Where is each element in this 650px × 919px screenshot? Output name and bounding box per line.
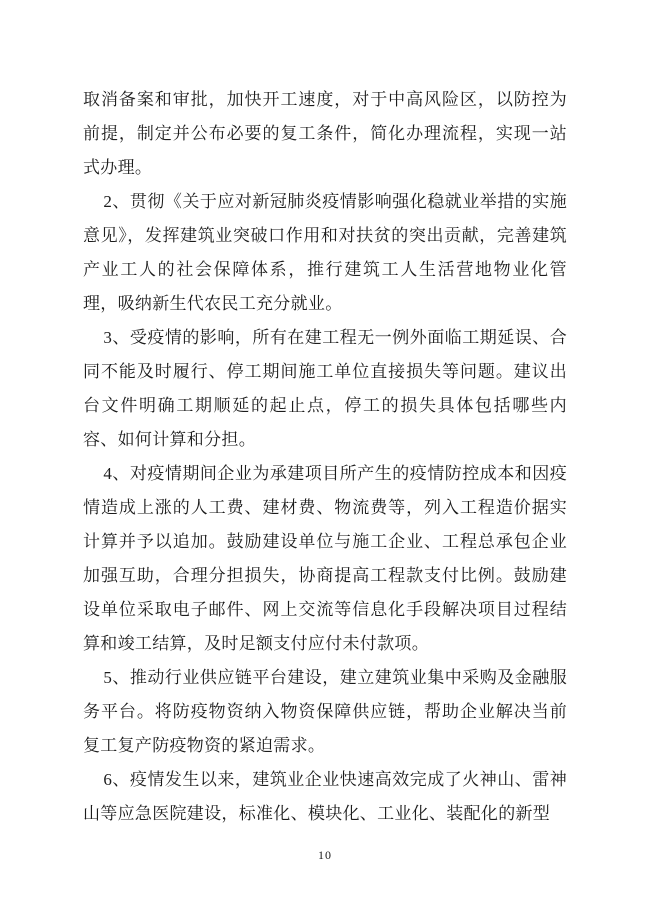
paragraph-item-2: 2、贯彻《关于应对新冠肺炎疫情影响强化稳就业举措的实施意见》，发挥建筑业突破口作用和对扶贫的突出贡献，完善建筑产业工人的社会保障体系，推行建筑工人生活营地物业化管理，吸纳新生代农民工充分就业。 [83,192,567,313]
paragraph-item-6: 6、疫情发生以来，建筑业企业快速高效完成了火神山、雷神山等应急医院建设，标准化、模块化、工业化、装配化的新型 [83,770,567,823]
paragraph-item-5: 5、推动行业供应链平台建设，建立建筑业集中采购及金融服务平台。将防疫物资纳入物资保障供应链，帮助企业解决当前复工复产防疫物资的紧迫需求。 [83,668,567,755]
page-number: 10 [318,848,332,862]
paragraph-continuation: 取消备案和审批，加快开工速度，对于中高风险区，以防控为前提，制定并公布必要的复工条件，简化办理流程，实现一站式办理。 [83,90,567,177]
paragraph-item-4: 4、对疫情期间企业为承建项目所产生的疫情防控成本和因疫情造成上涨的人工费、建材费、物流费等，列入工程造价据实计算并予以追加。鼓励建设单位与施工企业、工程总承包企业加强互助，合理分担损失，协商提高工程款支付比例。鼓励建设单位采取电子邮件、网上交流等信息化手段解决项目过程结算和竣工结算，及时足额支付应付未付款项。 [83,464,567,653]
paragraph-item-3: 3、受疫情的影响，所有在建工程无一例外面临工期延误、合同不能及时履行、停工期间施工单位直接损失等问题。建议出台文件明确工期顺延的起止点，停工的损失具体包括哪些内容、如何计算和分担。 [83,328,567,449]
document-body [83,83,567,831]
